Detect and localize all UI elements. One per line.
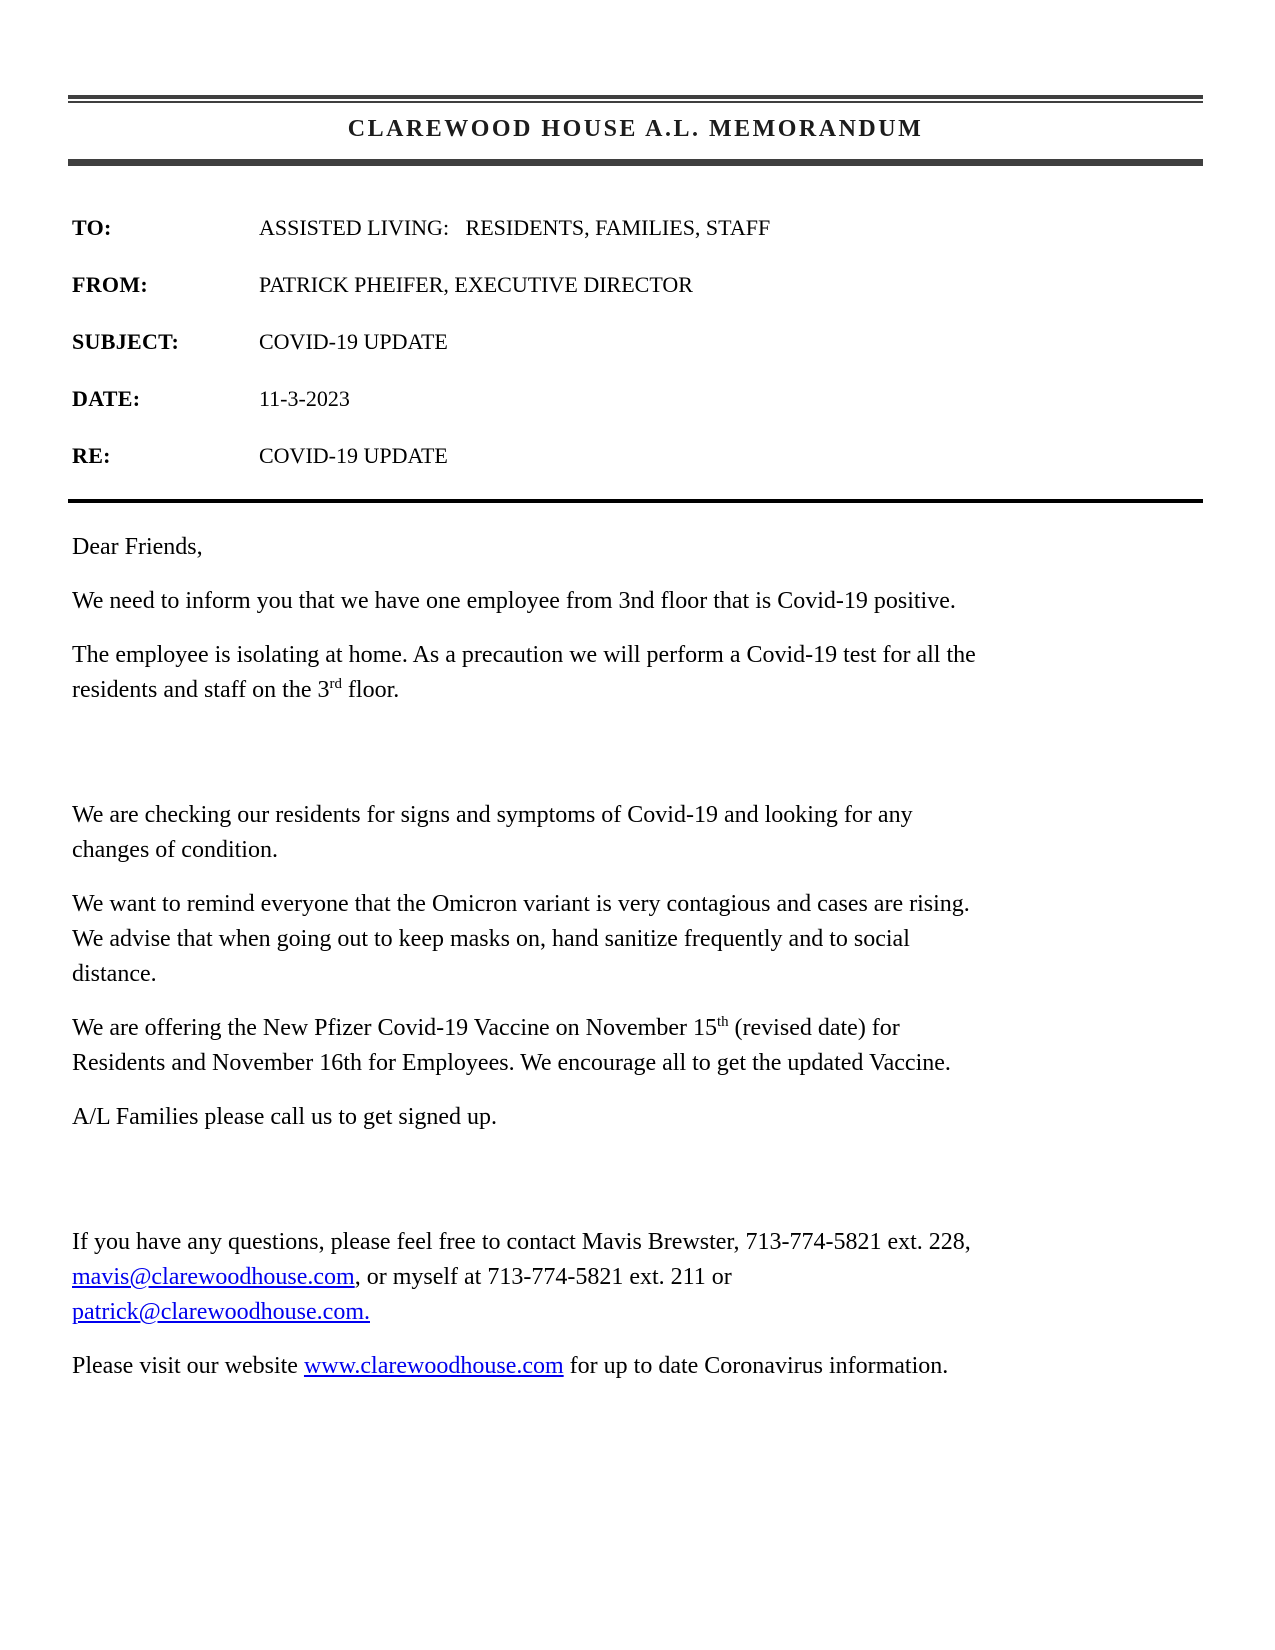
text-run: We want to remind everyone that the Omicron variant is very contagious and cases are rising. [72,891,970,917]
memo-title: CLAREWOOD HOUSE A.L. MEMORANDUM [347,116,924,142]
text-run: floor. [341,677,400,703]
body-paragraph [72,1225,1262,1330]
header-top-double-rule [68,95,1203,103]
field-value: COVID-19 UPDATE [259,329,448,354]
text-run: changes of condition. [72,837,278,863]
body-paragraph [72,1011,1262,1081]
text-run: A/L Families please call us to get signed up. [72,1104,498,1130]
field-value: COVID-19 UPDATE [259,443,448,468]
body-paragraph [72,530,1262,565]
field-label: SUBJECT: [72,329,180,354]
text-run: , or myself at 713-774-5821 ext. 211 or [354,1264,732,1290]
text-run: Residents and November 16th for Employees. We encourage all to get the updated Vaccine. [72,1050,951,1076]
body-paragraph [72,638,1262,708]
text-run: Dear Friends, [72,534,203,560]
paragraph-spacer [72,1154,1262,1206]
field-label: FROM: [72,272,149,297]
field-label: RE: [72,443,111,468]
fields-divider-rule [68,499,1203,503]
text-run: residents and staff on the 3 [72,677,330,703]
text-run: distance. [72,961,157,987]
text-run: We advise that when going out to keep masks on, hand sanitize frequently and to social [72,926,910,952]
field-label: TO: [72,215,112,240]
text-run: Please visit our website [72,1353,304,1379]
body-paragraph [72,798,1262,868]
field-row [72,442,1203,470]
text-run: We need to inform you that we have one employee from 3nd floor that is Covid-19 positive. [72,588,956,614]
text-run: The employee is isolating at home. As a precaution we will perform a Covid-19 test for all the [72,642,976,668]
body-paragraph [72,584,1262,619]
memo-fields [72,214,1203,470]
website-link[interactable]: www.clarewoodhouse.com [303,1353,564,1379]
mavis-email-link[interactable]: mavis@clarewoodhouse.com [72,1264,355,1290]
text-run: (revised date) for [728,1015,900,1041]
field-row [72,214,1203,242]
text-run: for up to date Coronavirus information. [563,1353,949,1379]
field-value: PATRICK PHEIFER, EXECUTIVE DIRECTOR [259,272,693,297]
memo-body [72,530,1262,1384]
paragraph-spacer [72,727,1262,779]
text-run: We are checking our residents for signs and symptoms of Covid-19 and looking for any [72,802,913,828]
field-row [72,271,1203,299]
field-row [72,385,1203,413]
superscript-run: rd [329,676,342,692]
text-run: We are offering the New Pfizer Covid-19 Vaccine on November 15 [72,1015,717,1041]
body-paragraph [72,1100,1262,1135]
field-label: DATE: [72,386,141,411]
field-value: 11-3-2023 [259,386,350,411]
patrick-email-link[interactable]: patrick@clarewoodhouse.com. [72,1299,370,1325]
text-run: If you have any questions, please feel free to contact Mavis Brewster, 713-774-5821 ext. 228, [72,1229,971,1255]
field-value: ASSISTED LIVING: RESIDENTS, FAMILIES, STAFF [259,215,771,240]
body-paragraph [72,1349,1262,1384]
superscript-run: th [716,1014,729,1030]
body-paragraph [72,887,1262,992]
memo-header [68,95,1203,166]
header-bottom-rule [68,159,1203,166]
top-rule-thin-line [68,101,1203,103]
field-row [72,328,1203,356]
